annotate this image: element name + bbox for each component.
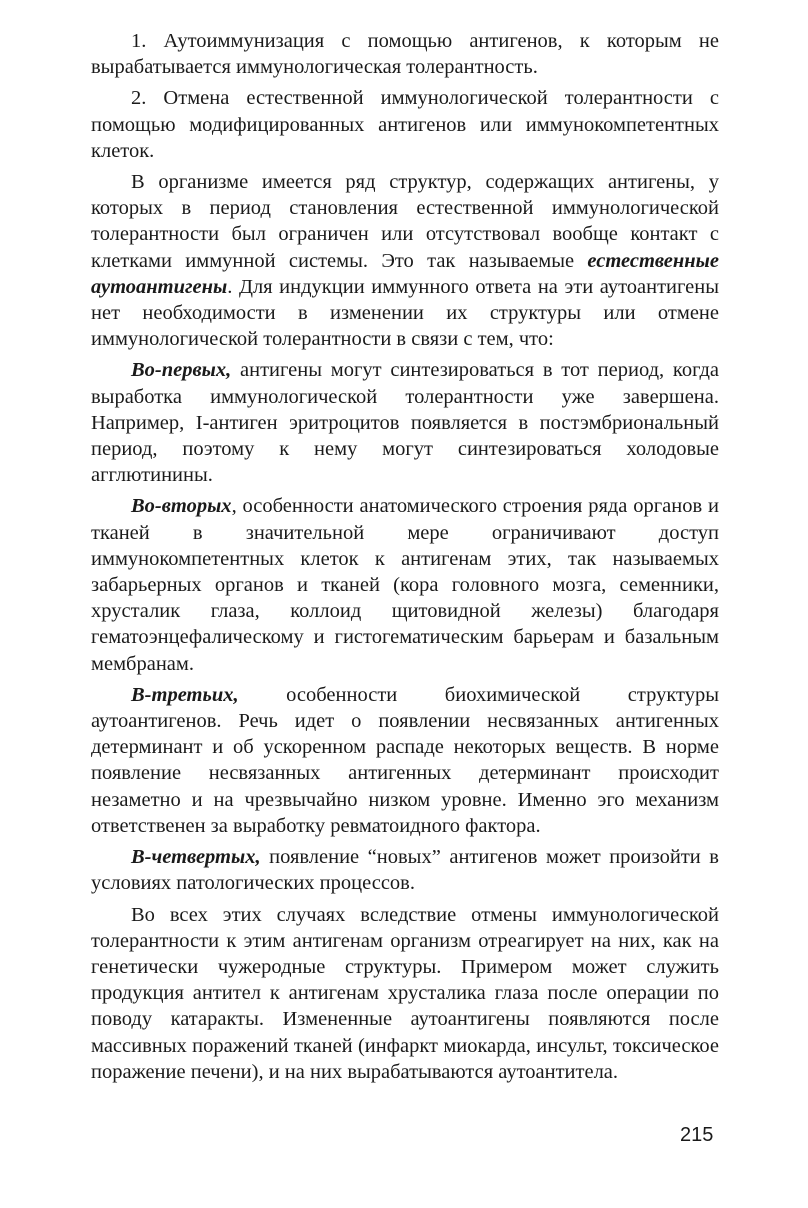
- paragraph-2: [91, 85, 719, 164]
- paragraph-text: 2. Отмена естественной иммунологической толерантности с помощью модифицированных антигенов или иммунокомпетентных клеток.: [91, 87, 719, 162]
- paragraph-text: В организме имеется ряд структур, содержащих антигены, у которых в период становления естественной иммунологической толерантности был ограничен или отсутствовал вообще контакт с клетками иммунной системы. Это так называемые: [91, 171, 719, 272]
- lead-term: В-третьих,: [131, 683, 239, 706]
- lead-term: Во-вторых: [131, 495, 232, 518]
- paragraph-text: появление “новых” антигенов может произойти в условиях патологических процессов.: [91, 846, 719, 895]
- paragraph-secondly: [91, 493, 719, 676]
- paragraph-thirdly: [91, 682, 719, 839]
- lead-term: В-четвертых,: [131, 846, 261, 869]
- paragraph-fourthly: [91, 844, 719, 896]
- paragraph-3: [91, 169, 719, 352]
- paragraph-text: 1. Аутоиммунизация с помощью антигенов, к которым не вырабатывается иммунологическая толерантность.: [91, 30, 719, 79]
- paragraph-1: [91, 28, 719, 80]
- paragraph-text: Во всех этих случаях вследствие отмены иммунологической толерантности к этим антигенам организм отреагирует на них, как на генетически чужеродные структуры. Примером может служить продукция антител к антигенам хрусталика глаза после операции по поводу катаракты. Измененные аутоантигены появляются после массивных поражений тканей (инфаркт миокарда, инсульт, токсическое поражение печени), и на них вырабатываются аутоантитела.: [91, 903, 719, 1083]
- paragraph-text: антигены могут синтезироваться в тот период, когда выработка иммунологической толерантности уже завершена. Например, I-антиген эритроцитов появляется в постэмбриональный период, поэтому к нему могут синтезироваться холодовые агглютинины.: [91, 359, 719, 487]
- paragraph-conclusion: [91, 902, 719, 1085]
- paragraph-firstly: [91, 357, 719, 488]
- term-natural-autoantigens: естественные аутоантигены: [91, 249, 719, 298]
- page-number: 215: [680, 1124, 714, 1146]
- paragraph-text: , особенности анатомического строения ряда органов и тканей в значительной мере ограничивают доступ иммунокомпетентных клеток к антигенам этих, так называемых забарьерных органов и тканей (кора головного мозга, семенники, хрусталик глаза, коллоид щитовидной железы) благодаря гематоэнцефалическому и гистогематическим барьерам и базальным мембранам.: [91, 495, 719, 675]
- paragraph-text: особенности биохимической структуры аутоантигенов. Речь идет о появлении несвязанных антигенных детерминант и об ускоренном распаде некоторых веществ. В норме появление несвязанных антигенных детерминант происходит незаметно и на чрезвычайно низком уровне. Именно эго механизм ответственен за выработку ревматоидного фактора.: [91, 683, 719, 837]
- lead-term: Во-первых,: [131, 359, 232, 382]
- page-body: [91, 28, 719, 1085]
- paragraph-text: . Для индукции иммунного ответа на эти аутоантигены нет необходимости в изменении их структуры или отмене иммунологической толерантности в связи с тем, что:: [91, 275, 719, 351]
